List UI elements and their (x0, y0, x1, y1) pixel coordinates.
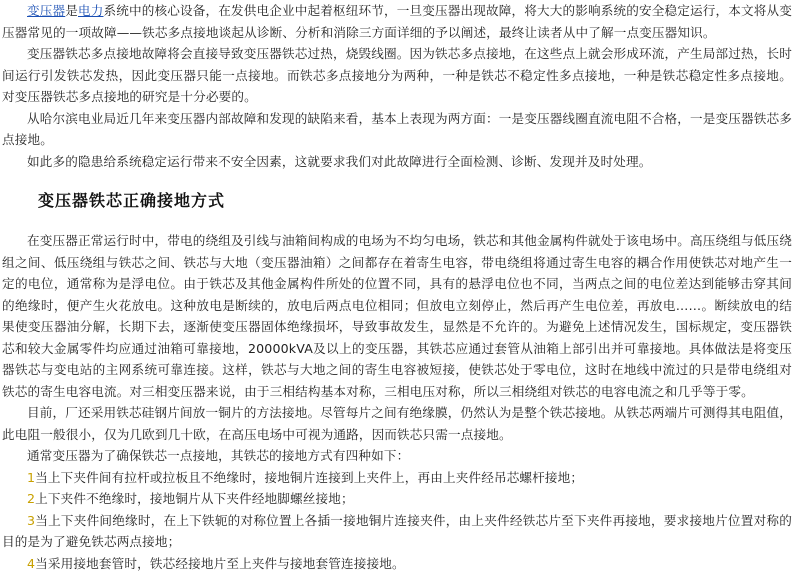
paragraph-hidden-danger: 如此多的隐患给系统稳定运行带来不安全因素，这就要求我们对此故障进行全面检测、诊断、发现并及时处理。 (2, 151, 792, 173)
paragraph-floating-potential: 在变压器正常运行时中，带电的绕组及引线与油箱间构成的电场为不均匀电场，铁芯和其他金属构件就处于该电场中。高压绕组与低压绕组之间、低压绕组与铁芯之间、铁芯与大地（变压器油箱）之间都存在着寄生电容，带电绕组将通过寄生电容的耦合作用使铁芯对地产生一定的电位，通常称为是浮电位。由于铁芯及其他金属构件所处的位置不同，具有的悬浮电位也不同，当两点之间的电位差达到能够击穿其间的绝缘时，便产生火花放电。这种放电是断续的，放电后两点电位相同；但放电立刻停止，然后再产生电位差，再放电……。断续放电的结果使变压器油分解，长期下去，逐渐使变压器固体绝缘损坏，导致事故发生，显然是不允许的。为避免上述情况发生，国标规定，变压器铁芯和较大金属零件均应通过油箱可靠接地，20000kVA及以上的变压器，其铁芯应通过套管从油箱上部引出并可靠接地。具体做法是将变压器铁芯与变电站的主网系统可靠连接。这样，铁芯与大地之间的寄生电容被短接，使铁芯处于零电位，这时在地线中流过的只是带电绕组对铁芯的寄生电容电流。对三相变压器来说，由于三相结构基本对称，三相电压对称，所以三相绕组对铁芯的电容电流之和几乎等于零。 (2, 230, 792, 402)
list-number: 3 (27, 513, 35, 528)
paragraph-harbin-findings: 从哈尔滨电业局近几年来变压器内部故障和发现的缺陷来看，基本上表现为两方面：一是变压器线圈直流电阻不合格，一是变压器铁芯多点接地。 (2, 108, 792, 151)
paragraph-copper-sheet: 目前，厂还采用铁芯硅钢片间放一铜片的方法接地。尽管每片之间有绝缘膜，仍然认为是整个铁芯接地。从铁芯两端片可测得其电阻值，此电阻一般很小，仅为几欧到几十欧，在高压电场中可视为通路，因而铁芯只需一点接地。 (2, 402, 792, 445)
list-item (2, 553, 792, 574)
intro-conj: 是 (65, 3, 78, 18)
link-transformer[interactable]: 变压器 (27, 3, 65, 18)
list-text: 当上下夹件间绝缘时，在上下铁轭的对称位置上各插一接地铜片连接夹件，由上夹件经铁芯片至下夹件再接地，要求接地片位置对称的目的是为了避免铁芯两点接地； (2, 513, 792, 550)
intro-paragraph (2, 0, 792, 43)
section-title: 变压器铁芯正确接地方式 (38, 190, 792, 212)
list-text: 当采用接地套管时，铁芯经接地片至上夹件与接地套管连接接地。 (35, 556, 405, 571)
paragraph-multi-point-grounding: 变压器铁芯多点接地故障将会直接导致变压器铁芯过热，烧毁线圈。因为铁芯多点接地，在这些点上就会形成环流，产生局部过热，长时间运行引发铁芯发热，因此变压器只能一点接地。而铁芯多点接地分为两种，一种是铁芯不稳定性多点接地，一种是铁芯稳定性多点接地。对变压器铁芯多点接地的研究是十分必要的。 (2, 43, 792, 108)
list-item (2, 488, 792, 510)
list-number: 4 (27, 556, 35, 571)
list-number: 2 (27, 491, 35, 506)
list-item (2, 467, 792, 489)
intro-rest: 系统中的核心设备，在发供电企业中起着枢纽环节，一旦变压器出现故障，将大大的影响系统的安全稳定运行，本文将从变压器常见的一项故障——铁芯多点接地谈起从诊断、分析和消除三方面详细的予以阐述，最终让读者从中了解一点变压器知识。 (2, 3, 792, 40)
list-text: 上下夹件不绝缘时，接地铜片从下夹件经地脚螺丝接地； (35, 491, 354, 506)
list-text: 当上下夹件间有拉杆或拉板且不绝缘时，接地铜片连接到上夹件上，再由上夹件经吊芯螺杆接地； (35, 470, 583, 485)
list-number: 1 (27, 470, 35, 485)
link-electric-power[interactable]: 电力 (78, 3, 104, 18)
list-item (2, 510, 792, 553)
paragraph-four-methods: 通常变压器为了确保铁芯一点接地，其铁芯的接地方式有四种如下： (2, 445, 792, 467)
